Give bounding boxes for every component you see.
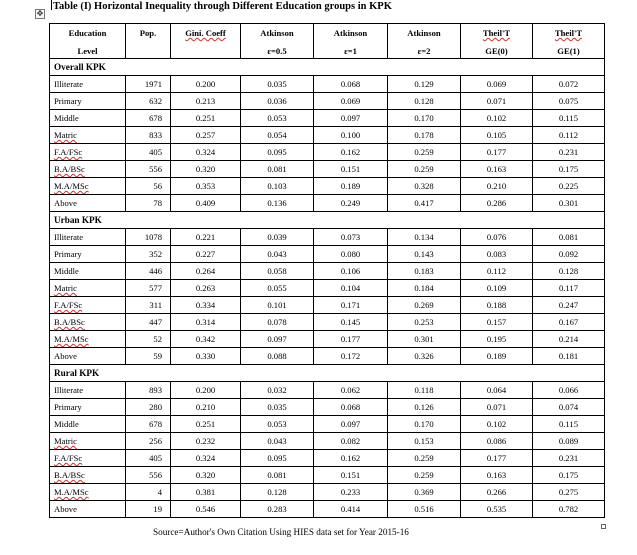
- value-cell: 0.083: [461, 246, 533, 263]
- table-row: [50, 501, 605, 518]
- section-header-row: [50, 365, 605, 382]
- value-cell: 0.189: [461, 348, 533, 365]
- education-level-cell: [50, 331, 126, 348]
- population-cell: 352: [126, 246, 171, 263]
- col-header-theil-ge1: [533, 24, 605, 45]
- value-cell: 0.259: [388, 450, 461, 467]
- education-level-text: F.A/FSc: [54, 147, 83, 157]
- value-cell: 0.105: [461, 127, 533, 144]
- table-row: [50, 382, 605, 399]
- col-header-atkinson-05: Atkinson: [241, 24, 314, 45]
- value-cell: 0.075: [533, 93, 605, 110]
- value-cell: 0.117: [533, 280, 605, 297]
- population-cell: 577: [126, 280, 171, 297]
- value-cell: 0.314: [171, 314, 241, 331]
- value-cell: 0.249: [314, 195, 388, 212]
- value-cell: 0.275: [533, 484, 605, 501]
- value-cell: 0.062: [314, 382, 388, 399]
- value-cell: 0.118: [388, 382, 461, 399]
- table-row: [50, 195, 605, 212]
- value-cell: 0.053: [241, 416, 314, 433]
- education-level-cell: [50, 161, 126, 178]
- value-cell: 0.145: [314, 314, 388, 331]
- value-cell: 0.054: [241, 127, 314, 144]
- value-cell: 0.055: [241, 280, 314, 297]
- education-level-cell: Above: [50, 195, 126, 212]
- education-level-cell: Illiterate: [50, 229, 126, 246]
- value-cell: 0.032: [241, 382, 314, 399]
- value-cell: 0.221: [171, 229, 241, 246]
- table-row: [50, 314, 605, 331]
- value-cell: 0.259: [388, 161, 461, 178]
- value-cell: 0.134: [388, 229, 461, 246]
- population-cell: 556: [126, 161, 171, 178]
- value-cell: 0.546: [171, 501, 241, 518]
- value-cell: 0.172: [314, 348, 388, 365]
- table-row: [50, 93, 605, 110]
- value-cell: 0.232: [171, 433, 241, 450]
- value-cell: 0.039: [241, 229, 314, 246]
- population-cell: 405: [126, 450, 171, 467]
- value-cell: 0.071: [461, 93, 533, 110]
- value-cell: 0.092: [533, 246, 605, 263]
- value-cell: 0.128: [533, 263, 605, 280]
- value-cell: 0.233: [314, 484, 388, 501]
- value-cell: 0.324: [171, 450, 241, 467]
- table-row: [50, 348, 605, 365]
- value-cell: 0.353: [171, 178, 241, 195]
- theil-ge1-header-text: Theil'T: [554, 28, 583, 38]
- education-level-text: Matric: [54, 436, 77, 446]
- education-level-text: B.A/BSc: [54, 164, 85, 174]
- population-cell: 556: [126, 467, 171, 484]
- col-header-atkinson-1: Atkinson: [314, 24, 388, 45]
- education-level-cell: [50, 178, 126, 195]
- section-title: Urban KPK: [50, 212, 605, 229]
- value-cell: 0.170: [388, 110, 461, 127]
- section-title: Rural KPK: [50, 365, 605, 382]
- education-level-text: B.A/BSc: [54, 470, 85, 480]
- value-cell: 0.167: [533, 314, 605, 331]
- value-cell: 0.231: [533, 144, 605, 161]
- population-cell: 1078: [126, 229, 171, 246]
- header-row-1: [50, 24, 605, 45]
- value-cell: 0.115: [533, 416, 605, 433]
- education-level-cell: Middle: [50, 416, 126, 433]
- value-cell: 0.080: [314, 246, 388, 263]
- value-cell: 0.088: [241, 348, 314, 365]
- value-cell: 0.102: [461, 110, 533, 127]
- population-cell: 56: [126, 178, 171, 195]
- value-cell: 0.082: [314, 433, 388, 450]
- section-header-row: [50, 59, 605, 76]
- education-level-cell: [50, 450, 126, 467]
- table-row: [50, 161, 605, 178]
- value-cell: 0.129: [388, 76, 461, 93]
- value-cell: 0.078: [241, 314, 314, 331]
- section-header-row: [50, 212, 605, 229]
- value-cell: 0.177: [461, 450, 533, 467]
- value-cell: 0.184: [388, 280, 461, 297]
- gini-header-text: Gini. Coeff: [185, 28, 226, 38]
- value-cell: 0.326: [388, 348, 461, 365]
- value-cell: 0.100: [314, 127, 388, 144]
- education-level-text: M.A/MSc: [54, 487, 89, 497]
- education-level-text: B.A/BSc: [54, 317, 85, 327]
- value-cell: 0.102: [461, 416, 533, 433]
- value-cell: 0.328: [388, 178, 461, 195]
- population-cell: 678: [126, 416, 171, 433]
- value-cell: 0.247: [533, 297, 605, 314]
- value-cell: 0.171: [314, 297, 388, 314]
- col-subheader-eps-2: ε=2: [388, 44, 461, 59]
- value-cell: 0.151: [314, 161, 388, 178]
- col-header-education: Education: [50, 24, 126, 45]
- value-cell: 0.068: [314, 76, 388, 93]
- population-cell: 280: [126, 399, 171, 416]
- value-cell: 0.069: [461, 76, 533, 93]
- education-level-cell: [50, 127, 126, 144]
- table-row: [50, 484, 605, 501]
- caption-text: Table (I) Horizontal Inequality through Different Education groups in KPK: [53, 1, 392, 12]
- population-cell: 78: [126, 195, 171, 212]
- value-cell: 0.064: [461, 382, 533, 399]
- value-cell: 0.058: [241, 263, 314, 280]
- value-cell: 0.177: [461, 144, 533, 161]
- value-cell: 0.253: [388, 314, 461, 331]
- theil-ge0-header-text: Theil'T: [482, 28, 511, 38]
- section-title: Overall KPK: [50, 59, 605, 76]
- value-cell: 0.103: [241, 178, 314, 195]
- education-level-text: F.A/FSc: [54, 300, 83, 310]
- table-row: [50, 110, 605, 127]
- value-cell: 0.257: [171, 127, 241, 144]
- population-cell: 678: [126, 110, 171, 127]
- value-cell: 0.213: [171, 93, 241, 110]
- col-subheader-pop: [126, 44, 171, 59]
- table-row: [50, 331, 605, 348]
- header-row-2: [50, 44, 605, 59]
- education-level-cell: Primary: [50, 246, 126, 263]
- education-level-cell: Primary: [50, 93, 126, 110]
- value-cell: 0.200: [171, 76, 241, 93]
- education-level-cell: Primary: [50, 399, 126, 416]
- value-cell: 0.516: [388, 501, 461, 518]
- value-cell: 0.162: [314, 144, 388, 161]
- col-subheader-level: Level: [50, 44, 126, 59]
- col-subheader-eps-05: ε=0.5: [241, 44, 314, 59]
- value-cell: 0.210: [171, 399, 241, 416]
- col-header-gini: [171, 24, 241, 45]
- value-cell: 0.089: [533, 433, 605, 450]
- population-cell: 405: [126, 144, 171, 161]
- education-level-cell: Middle: [50, 110, 126, 127]
- value-cell: 0.342: [171, 331, 241, 348]
- value-cell: 0.136: [241, 195, 314, 212]
- col-subheader-eps-1: ε=1: [314, 44, 388, 59]
- value-cell: 0.081: [241, 467, 314, 484]
- population-cell: 59: [126, 348, 171, 365]
- value-cell: 0.417: [388, 195, 461, 212]
- value-cell: 0.535: [461, 501, 533, 518]
- value-cell: 0.178: [388, 127, 461, 144]
- value-cell: 0.035: [241, 76, 314, 93]
- value-cell: 0.043: [241, 246, 314, 263]
- value-cell: 0.128: [241, 484, 314, 501]
- table-row: [50, 416, 605, 433]
- value-cell: 0.081: [241, 161, 314, 178]
- value-cell: 0.181: [533, 348, 605, 365]
- value-cell: 0.097: [241, 331, 314, 348]
- table-row: [50, 399, 605, 416]
- col-subheader-ge1: GE(1): [533, 44, 605, 59]
- value-cell: 0.301: [388, 331, 461, 348]
- value-cell: 0.324: [171, 144, 241, 161]
- population-cell: 52: [126, 331, 171, 348]
- value-cell: 0.095: [241, 144, 314, 161]
- value-cell: 0.095: [241, 450, 314, 467]
- value-cell: 0.320: [171, 467, 241, 484]
- table-row: [50, 433, 605, 450]
- population-cell: 447: [126, 314, 171, 331]
- table-row: [50, 263, 605, 280]
- value-cell: 0.259: [388, 467, 461, 484]
- value-cell: 0.104: [314, 280, 388, 297]
- value-cell: 0.069: [314, 93, 388, 110]
- value-cell: 0.175: [533, 467, 605, 484]
- population-cell: 311: [126, 297, 171, 314]
- value-cell: 0.066: [533, 382, 605, 399]
- value-cell: 0.175: [533, 161, 605, 178]
- value-cell: 0.170: [388, 416, 461, 433]
- value-cell: 0.036: [241, 93, 314, 110]
- education-level-text: Matric: [54, 130, 77, 140]
- population-cell: 632: [126, 93, 171, 110]
- value-cell: 0.071: [461, 399, 533, 416]
- value-cell: 0.076: [461, 229, 533, 246]
- value-cell: 0.286: [461, 195, 533, 212]
- value-cell: 0.072: [533, 76, 605, 93]
- table-body: [50, 59, 605, 518]
- education-level-text: M.A/MSc: [54, 181, 89, 191]
- education-level-cell: Above: [50, 501, 126, 518]
- education-level-cell: [50, 314, 126, 331]
- population-cell: 19: [126, 501, 171, 518]
- table-row: [50, 467, 605, 484]
- education-level-cell: Illiterate: [50, 76, 126, 93]
- value-cell: 0.157: [461, 314, 533, 331]
- value-cell: 0.214: [533, 331, 605, 348]
- table-row: [50, 127, 605, 144]
- value-cell: 0.128: [388, 93, 461, 110]
- value-cell: 0.334: [171, 297, 241, 314]
- value-cell: 0.151: [314, 467, 388, 484]
- value-cell: 0.269: [388, 297, 461, 314]
- col-header-pop: Pop.: [126, 24, 171, 45]
- value-cell: 0.414: [314, 501, 388, 518]
- value-cell: 0.074: [533, 399, 605, 416]
- value-cell: 0.210: [461, 178, 533, 195]
- value-cell: 0.115: [533, 110, 605, 127]
- value-cell: 0.163: [461, 467, 533, 484]
- population-cell: 256: [126, 433, 171, 450]
- education-level-cell: [50, 297, 126, 314]
- education-level-text: F.A/FSc: [54, 453, 83, 463]
- value-cell: 0.227: [171, 246, 241, 263]
- value-cell: 0.097: [314, 416, 388, 433]
- education-level-cell: [50, 144, 126, 161]
- value-cell: 0.086: [461, 433, 533, 450]
- table-row: [50, 450, 605, 467]
- value-cell: 0.264: [171, 263, 241, 280]
- table-caption: [51, 0, 392, 12]
- col-header-theil-ge0: [461, 24, 533, 45]
- value-cell: 0.266: [461, 484, 533, 501]
- education-level-cell: [50, 433, 126, 450]
- value-cell: 0.188: [461, 297, 533, 314]
- education-level-cell: Above: [50, 348, 126, 365]
- table-row: [50, 280, 605, 297]
- value-cell: 0.112: [533, 127, 605, 144]
- table-row: [50, 76, 605, 93]
- col-header-atkinson-2: Atkinson: [388, 24, 461, 45]
- value-cell: 0.043: [241, 433, 314, 450]
- value-cell: 0.153: [388, 433, 461, 450]
- value-cell: 0.177: [314, 331, 388, 348]
- value-cell: 0.101: [241, 297, 314, 314]
- value-cell: 0.053: [241, 110, 314, 127]
- source-note: Source=Author's Own Citation Using HIES data set for Year 2015-16: [153, 527, 409, 537]
- value-cell: 0.163: [461, 161, 533, 178]
- col-subheader-gini: [171, 44, 241, 59]
- education-level-text: M.A/MSc: [54, 334, 89, 344]
- value-cell: 0.369: [388, 484, 461, 501]
- col-subheader-ge0: GE(0): [461, 44, 533, 59]
- value-cell: 0.073: [314, 229, 388, 246]
- value-cell: 0.782: [533, 501, 605, 518]
- value-cell: 0.106: [314, 263, 388, 280]
- value-cell: 0.259: [388, 144, 461, 161]
- education-level-cell: [50, 484, 126, 501]
- population-cell: 446: [126, 263, 171, 280]
- table-row: [50, 178, 605, 195]
- value-cell: 0.097: [314, 110, 388, 127]
- value-cell: 0.162: [314, 450, 388, 467]
- value-cell: 0.409: [171, 195, 241, 212]
- table-row: [50, 229, 605, 246]
- value-cell: 0.251: [171, 110, 241, 127]
- value-cell: 0.381: [171, 484, 241, 501]
- education-level-cell: Illiterate: [50, 382, 126, 399]
- population-cell: 833: [126, 127, 171, 144]
- table-row: [50, 297, 605, 314]
- education-level-cell: [50, 280, 126, 297]
- value-cell: 0.225: [533, 178, 605, 195]
- value-cell: 0.283: [241, 501, 314, 518]
- value-cell: 0.109: [461, 280, 533, 297]
- value-cell: 0.320: [171, 161, 241, 178]
- value-cell: 0.035: [241, 399, 314, 416]
- education-level-cell: Middle: [50, 263, 126, 280]
- value-cell: 0.195: [461, 331, 533, 348]
- text-cursor: [51, 0, 52, 10]
- table-move-handle-icon[interactable]: ✥: [36, 9, 44, 18]
- table-resize-handle-icon[interactable]: [601, 524, 606, 529]
- value-cell: 0.301: [533, 195, 605, 212]
- population-cell: 1971: [126, 76, 171, 93]
- table-row: [50, 246, 605, 263]
- value-cell: 0.143: [388, 246, 461, 263]
- value-cell: 0.081: [533, 229, 605, 246]
- population-cell: 4: [126, 484, 171, 501]
- value-cell: 0.126: [388, 399, 461, 416]
- table-row: [50, 144, 605, 161]
- value-cell: 0.251: [171, 416, 241, 433]
- value-cell: 0.189: [314, 178, 388, 195]
- value-cell: 0.200: [171, 382, 241, 399]
- education-level-cell: [50, 467, 126, 484]
- education-level-text: Matric: [54, 283, 77, 293]
- value-cell: 0.330: [171, 348, 241, 365]
- population-cell: 893: [126, 382, 171, 399]
- value-cell: 0.231: [533, 450, 605, 467]
- inequality-table: [49, 23, 605, 518]
- value-cell: 0.183: [388, 263, 461, 280]
- value-cell: 0.068: [314, 399, 388, 416]
- value-cell: 0.263: [171, 280, 241, 297]
- value-cell: 0.112: [461, 263, 533, 280]
